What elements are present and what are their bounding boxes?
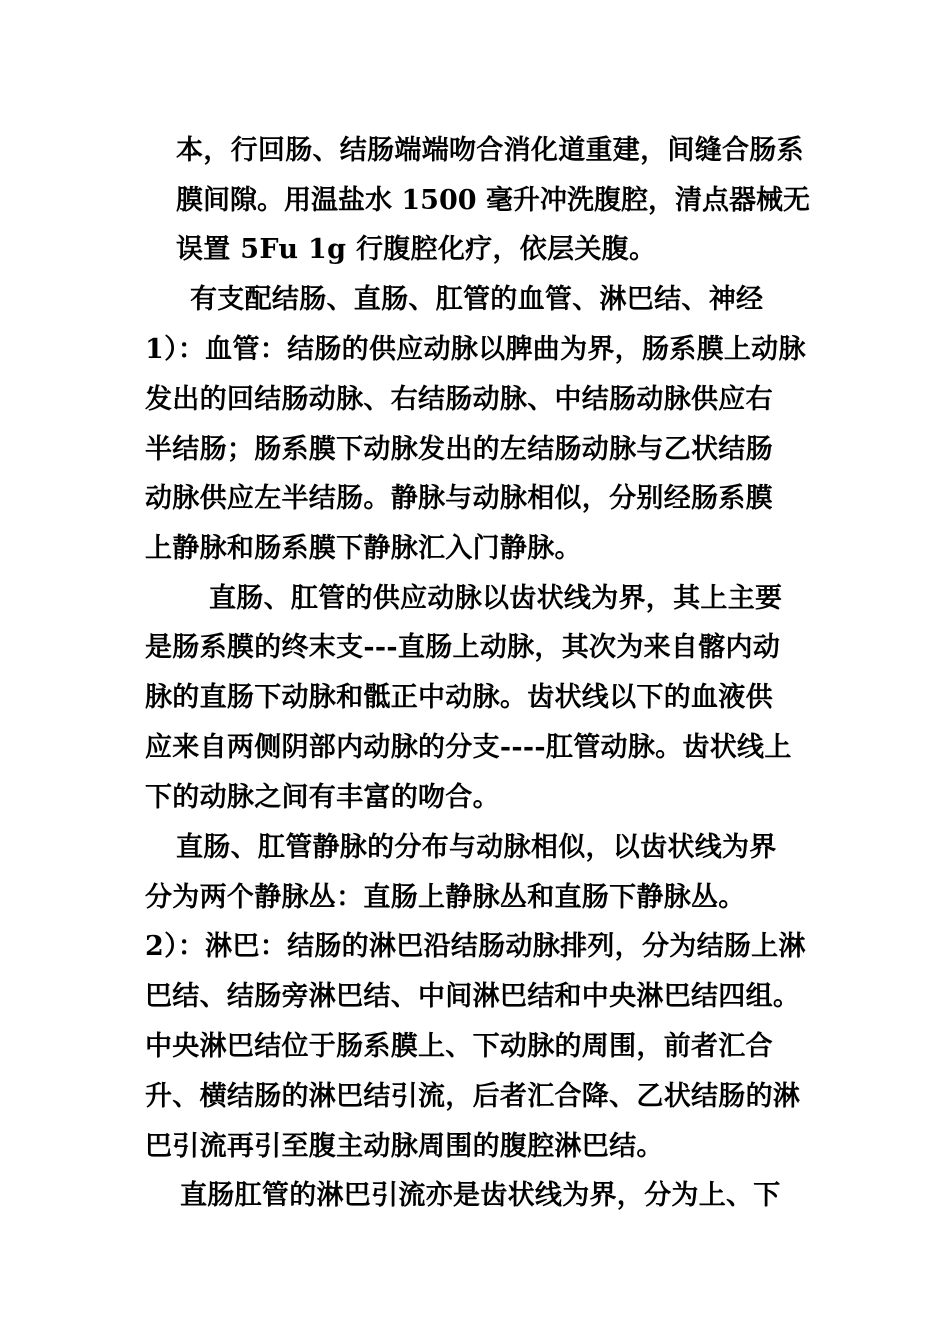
text-line: 应来自两侧阴部内动脉的分支----肛管动脉。齿状线上: [145, 732, 792, 763]
text-line: 直肠肛管的淋巴引流亦是齿状线为界，分为上、下: [180, 1180, 781, 1211]
text-line: 巴结、结肠旁淋巴结、中间淋巴结和中央淋巴结四组。: [145, 981, 801, 1012]
text-line: 巴引流再引至腹主动脉周围的腹腔淋巴结。: [145, 1131, 664, 1162]
text-line: 上静脉和肠系膜下静脉汇入门静脉。: [145, 533, 582, 564]
text-line: 误置 5Fu 1g 行腹腔化疗，依层关腹。: [176, 234, 657, 265]
text-line: 中央淋巴结位于肠系膜上、下动脉的周围，前者汇合: [145, 1031, 773, 1062]
text-line: 动脉供应左半结肠。静脉与动脉相似，分别经肠系膜: [145, 483, 773, 514]
text-line: 膜间隙。用温盐水 1500 毫升冲洗腹腔，清点器械无: [176, 185, 810, 216]
text-line: 发出的回结肠动脉、右结肠动脉、中结肠动脉供应右: [145, 384, 773, 415]
text-line: 升、横结肠的淋巴结引流，后者汇合降、乙状结肠的淋: [145, 1081, 801, 1112]
text-line: 2）：淋巴：结肠的淋巴沿结肠动脉排列，分为结肠上淋: [145, 931, 806, 962]
text-line: 有支配结肠、直肠、肛管的血管、淋巴结、神经: [190, 284, 764, 315]
text-line: 直肠、肛管静脉的分布与动脉相似，以齿状线为界: [176, 832, 777, 863]
text-line: 分为两个静脉丛：直肠上静脉丛和直肠下静脉丛。: [145, 882, 746, 913]
text-line: 是肠系膜的终末支---直肠上动脉，其次为来自髂内动: [145, 632, 781, 663]
text-line: 半结肠；肠系膜下动脉发出的左结肠动脉与乙状结肠: [145, 434, 773, 465]
text-line: 本，行回肠、结肠端端吻合消化道重建，间缝合肠系: [176, 135, 804, 166]
text-line: 下的动脉之间有丰富的吻合。: [145, 782, 500, 813]
text-line: 直肠、肛管的供应动脉以齿状线为界，其上主要: [209, 583, 783, 614]
text-line: 脉的直肠下动脉和骶正中动脉。齿状线以下的血液供: [145, 682, 773, 713]
text-line: 1）：血管：结肠的供应动脉以脾曲为界，肠系膜上动脉: [145, 334, 806, 365]
